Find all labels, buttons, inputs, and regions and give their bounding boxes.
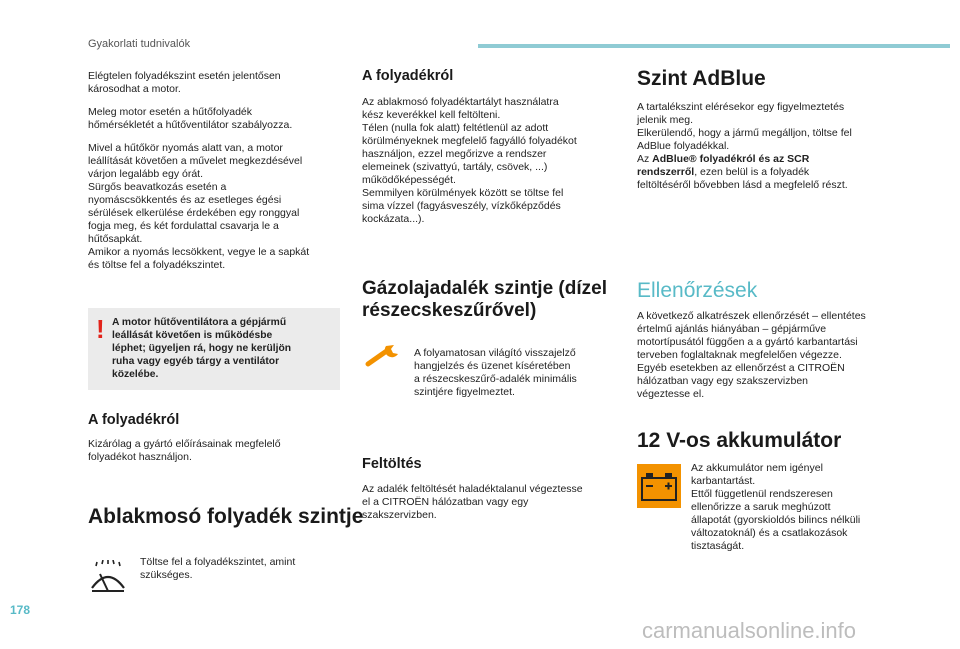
text-line: feltöltéséről bővebben lásd a megfelelő részt.	[637, 179, 848, 191]
text-line: károsodhat a motor.	[88, 83, 181, 95]
text-line: Meleg motor esetén a hűtőfolyadék	[88, 106, 253, 118]
text-line: léphet; ügyeljen rá, hogy ne kerüljön	[112, 343, 292, 354]
text-fragment-bold: AdBlue® folyadékról és az SCR	[652, 153, 810, 165]
text-line: terveben foglaltaknak megfelelően végezze.	[637, 349, 842, 361]
paragraph-adblue	[637, 101, 897, 192]
text-line: leállását követően is működésbe	[112, 330, 273, 341]
text-line: Az adalék feltöltését haladéktalanul végeztesse	[362, 483, 583, 495]
text-line: jelenik meg.	[637, 114, 694, 126]
text-line	[637, 153, 897, 166]
heading-fluid-col2: A folyadékról	[362, 68, 454, 84]
text-line: használjon, ezzel megőrizve a rendszer	[362, 148, 547, 160]
column-1	[88, 70, 343, 282]
text-line: fogja meg, és két fordulattal csavarja le a	[88, 220, 279, 232]
heading-battery: 12 V-os akkumulátor	[637, 429, 842, 452]
text-line: működőképességét.	[362, 174, 456, 186]
header-accent-bar	[478, 44, 950, 48]
text-line: folyadékot használjon.	[88, 451, 192, 463]
text-line: Amikor a nyomás lecsökkent, vegye le a sapkát	[88, 246, 310, 258]
text-line: értelmű ajánlás hiányában – gépjárműve	[637, 323, 827, 335]
warning-text	[112, 316, 334, 381]
paragraph-warm-engine	[88, 106, 343, 132]
battery-icon	[637, 464, 681, 513]
text-line: Töltse fel a folyadékszintet, amint	[140, 556, 296, 568]
text-line: szükséges.	[140, 569, 193, 581]
wiper-washer-icon	[88, 560, 128, 601]
text-line: tisztaságát.	[691, 540, 745, 552]
text-line: hűtősapkát.	[88, 233, 143, 245]
text-line: hőmérsékletét a hűtőventilátor szabályozza.	[88, 119, 293, 131]
heading-refill: Feltöltés	[362, 456, 422, 472]
text-line: sima vízzel (fagyásveszély, vízkőképződés	[362, 200, 561, 212]
heading-diesel-additive	[362, 278, 622, 322]
text-fragment-bold: rendszerről	[637, 166, 695, 178]
heading-checks: Ellenőrzések	[637, 279, 758, 302]
text-line: állapotát (gyorskioldós bilincs nélküli	[691, 514, 861, 526]
text-line: Sürgős beavatkozás esetén a	[88, 181, 227, 193]
text-line: kész keverékkel kell feltölteni.	[362, 109, 501, 121]
text-line: karbantartást.	[691, 475, 756, 487]
text-line: Télen (nulla fok alatt) feltétlenül az adott	[362, 122, 549, 134]
page-number: 178	[10, 603, 31, 617]
text-line: ruha vagy egyéb tárgy a ventilátor	[112, 356, 280, 367]
text-line: Az ablakmosó folyadéktartályt használatra	[362, 96, 559, 108]
text-line: végeztesse el.	[637, 388, 705, 400]
text-line: Kizárólag a gyártó előírásainak megfelelő	[88, 438, 281, 450]
paragraph-pressure	[88, 142, 343, 272]
heading-washer-level: Ablakmosó folyadék szintje	[88, 505, 364, 528]
text-line: hangjelzés és üzenet kíséretében	[414, 360, 571, 372]
text-line: A következő alkatrészek ellenőrzését – ellentétes	[637, 310, 866, 322]
paragraph-refill	[362, 483, 622, 522]
text-line: Mivel a hűtőkör nyomás alatt van, a motor	[88, 142, 283, 154]
text-line: A folyamatosan világító visszajelző	[414, 347, 576, 359]
text-line: körülményeknek megfelelő fagyálló folyadékot	[362, 135, 577, 147]
text-line: elemeinek (szivattyú, tartály, csövek, ...)	[362, 161, 548, 173]
heading-adblue: Szint AdBlue	[637, 67, 766, 90]
text-line: Egyéb esetekben az ellenőrzést a CITROËN	[637, 362, 845, 374]
paragraph-fluid-col1	[88, 438, 343, 464]
text-line: A motor hűtőventilátora a gépjármű	[112, 317, 287, 328]
paragraph-insufficient-level	[88, 70, 343, 96]
text-line: AdBlue folyadékkal.	[637, 140, 730, 152]
paragraph-washer	[140, 556, 340, 582]
watermark: carmanualsonline.info	[642, 618, 857, 643]
paragraph-battery	[691, 462, 911, 553]
heading-fluid-col1: A folyadékról	[88, 412, 180, 428]
text-line: motortípusától függően a a gyártó karbantartási	[637, 336, 858, 348]
paragraph-checks	[637, 310, 907, 401]
text-line: közelébe.	[112, 369, 159, 380]
text-line: kockázata...).	[362, 213, 425, 225]
paragraph-diesel-additive	[414, 347, 624, 399]
heading-line: részecskeszűrővel)	[362, 300, 537, 321]
text-line: szintjére figyelmeztet.	[414, 386, 515, 398]
text-line	[637, 166, 897, 179]
text-line: leállítását követően a művelet megkezdésével	[88, 155, 303, 167]
text-line: változatoknál) és a csatlakozások	[691, 527, 848, 539]
paragraph-fluid-col2	[362, 96, 617, 226]
text-line: Semmilyen körülmények között se töltse fel	[362, 187, 564, 199]
text-line: nyomáscsökkentés és az esetleges égési	[88, 194, 282, 206]
text-line: hálózatban vagy egy szakszervizben	[637, 375, 809, 387]
text-line: a részecskeszűrő-adalék minimális	[414, 373, 577, 385]
text-line: ellenőrizze a saruk meghúzott	[691, 501, 831, 513]
warning-box	[88, 308, 340, 390]
text-line: és töltse fel a folyadékszintet.	[88, 259, 226, 271]
text-line: Elkerülendő, hogy a jármű megálljon, töltse fel	[637, 127, 852, 139]
heading-line: Gázolajadalék szintje (dízel	[362, 278, 607, 299]
section-header: Gyakorlati tudnivalók	[88, 38, 191, 50]
text-line: szakszervizben.	[362, 509, 437, 521]
text-line: várjon legalább egy órát.	[88, 168, 203, 180]
text-line: Az akkumulátor nem igényel	[691, 462, 823, 474]
text-line: sérülések elkerülése érdekében egy ronggyal	[88, 207, 300, 219]
text-line: Ettől függetlenül rendszeresen	[691, 488, 833, 500]
text-fragment: Az	[637, 153, 653, 165]
warning-icon: !	[96, 314, 105, 344]
wrench-icon	[364, 340, 404, 375]
text-line: el a CITROËN hálózatban vagy egy	[362, 496, 529, 508]
text-fragment: , ezen belül is a folyadék	[694, 166, 810, 178]
text-line: A tartalékszint elérésekor egy figyelmeztetés	[637, 101, 845, 113]
text-line: Elégtelen folyadékszint esetén jelentősen	[88, 70, 281, 82]
